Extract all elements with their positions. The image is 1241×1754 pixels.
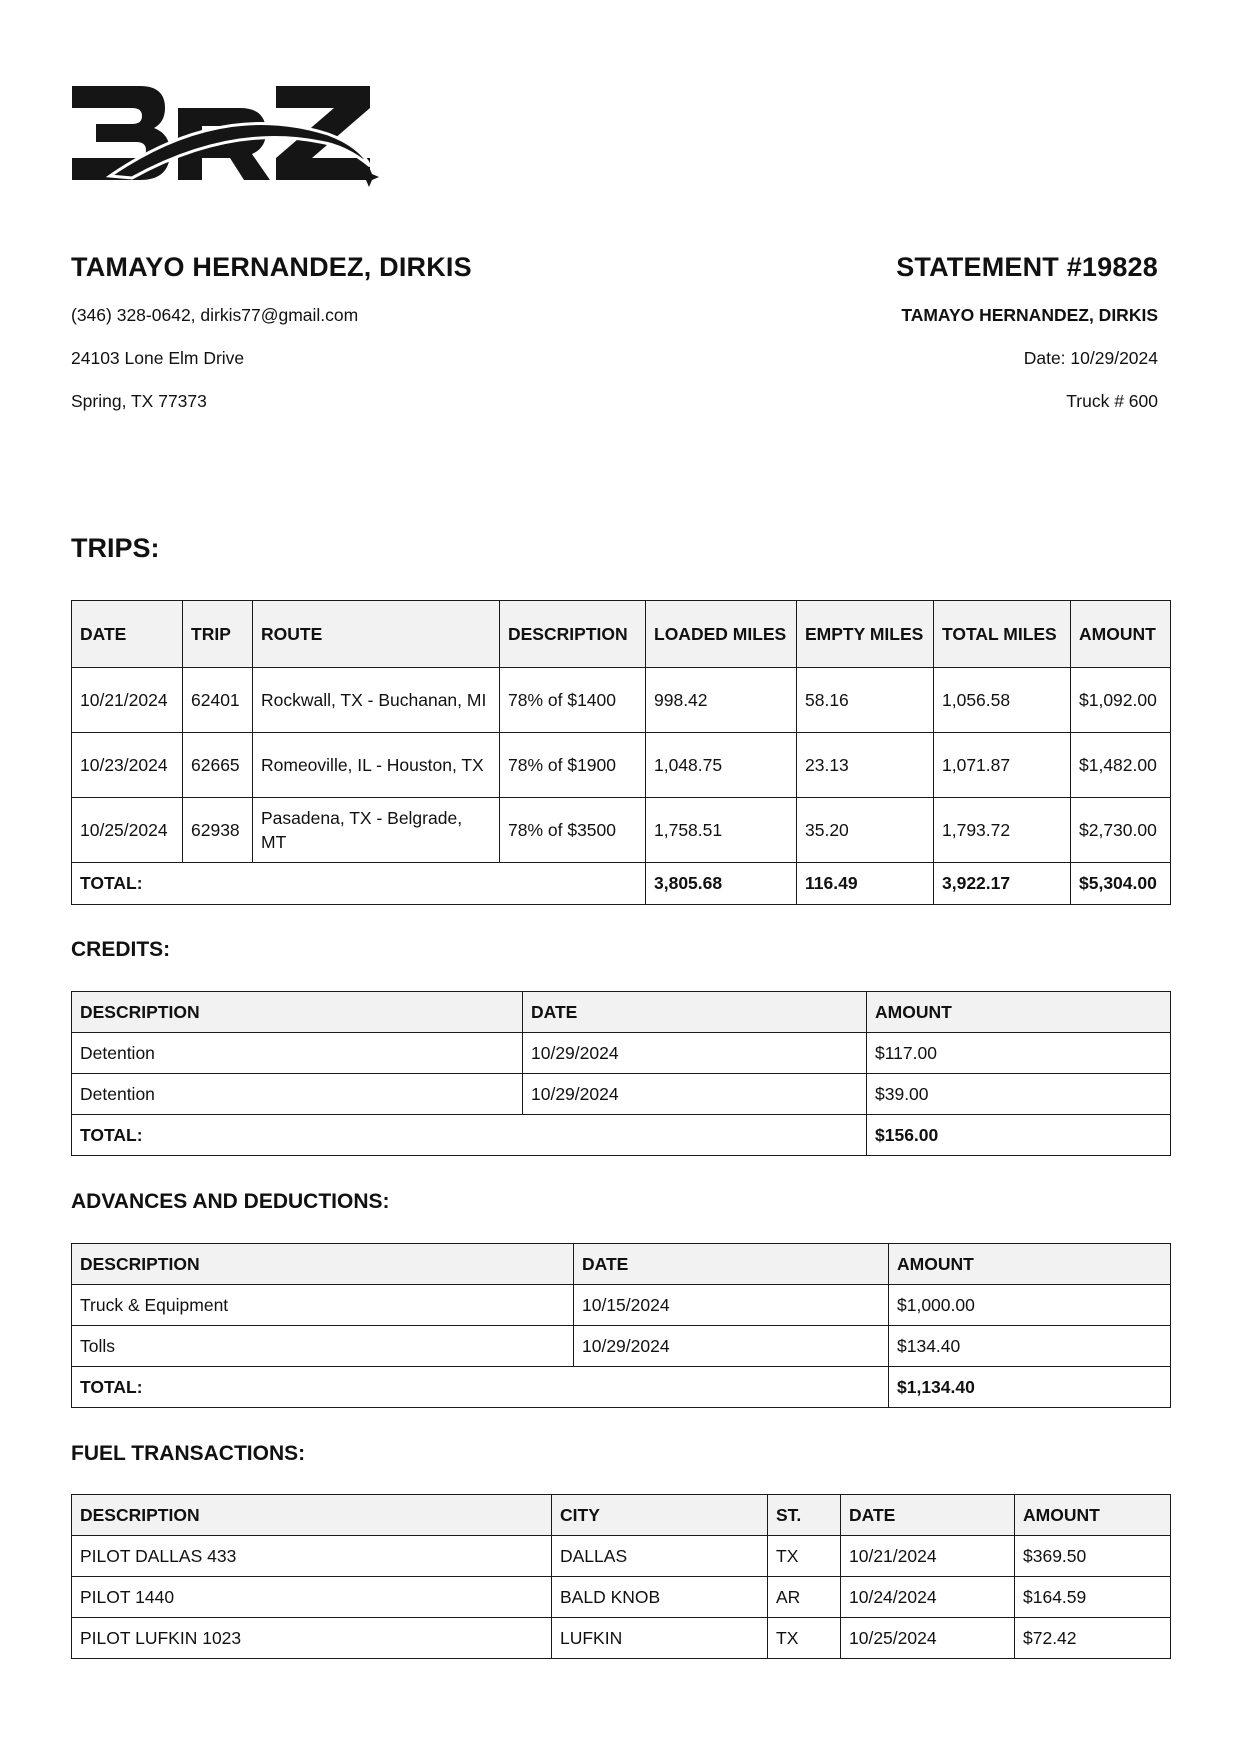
trip-description: 78% of $3500 [500,798,646,863]
deduction-date: 10/15/2024 [574,1285,889,1326]
table-row [72,1285,1171,1326]
trip-date: 10/23/2024 [72,733,183,798]
fuel-header-row [72,1495,1171,1536]
table-row [72,1326,1171,1367]
column-header: TRIP [183,601,253,668]
fuel-state: AR [768,1577,841,1618]
deduction-amount: $134.40 [889,1326,1171,1367]
trips-total-row [72,863,1171,905]
trip-description: 78% of $1900 [500,733,646,798]
column-header: TOTAL MILES [934,601,1071,668]
driver-address-line1: 24103 Lone Elm Drive [71,348,245,368]
trip-date: 10/25/2024 [72,798,183,863]
trip-number: 62938 [183,798,253,863]
credits-title: CREDITS: [71,938,171,961]
driver-contact: (346) 328-0642, dirkis77@gmail.com [71,305,359,325]
fuel-city: DALLAS [552,1536,768,1577]
trips-table [71,600,1171,905]
truck-number: Truck # 600 [1066,391,1158,411]
trip-total-miles: 1,071.87 [934,733,1071,798]
column-header: DATE [841,1495,1015,1536]
column-header: ST. [768,1495,841,1536]
trip-total-miles: 1,793.72 [934,798,1071,863]
column-header: DATE [574,1244,889,1285]
statement-date: Date: 10/29/2024 [1023,348,1158,368]
statement-title: STATEMENT #19828 [896,252,1158,282]
column-header: DATE [72,601,183,668]
fuel-date: 10/25/2024 [841,1618,1015,1659]
deduction-description: Truck & Equipment [72,1285,574,1326]
column-header: DESCRIPTION [72,992,523,1033]
trip-loaded-miles: 998.42 [646,668,797,733]
total-amount: $5,304.00 [1071,863,1171,905]
advances-title: ADVANCES AND DEDUCTIONS: [71,1190,390,1213]
driver-address-line2: Spring, TX 77373 [71,391,207,411]
deduction-date: 10/29/2024 [574,1326,889,1367]
fuel-state: TX [768,1618,841,1659]
credits-table [71,991,1171,1156]
trips-header-row [72,601,1171,668]
trip-loaded-miles: 1,048.75 [646,733,797,798]
trip-amount: $1,092.00 [1071,668,1171,733]
column-header: EMPTY MILES [797,601,934,668]
trip-date: 10/21/2024 [72,668,183,733]
trip-amount: $1,482.00 [1071,733,1171,798]
credit-description: Detention [72,1074,523,1115]
table-row [72,733,1171,798]
column-header: DATE [523,992,867,1033]
table-row [72,668,1171,733]
fuel-date: 10/21/2024 [841,1536,1015,1577]
trips-title: TRIPS: [71,533,160,563]
trip-description: 78% of $1400 [500,668,646,733]
total-amount: $1,134.40 [889,1367,1171,1408]
trip-total-miles: 1,056.58 [934,668,1071,733]
column-header: AMOUNT [1015,1495,1171,1536]
fuel-amount: $164.59 [1015,1577,1171,1618]
total-label: TOTAL: [72,863,646,905]
credit-amount: $39.00 [867,1074,1171,1115]
table-row [72,1577,1171,1618]
trip-route: Pasadena, TX - Belgrade, MT [253,798,500,863]
advances-header-row [72,1244,1171,1285]
column-header: AMOUNT [867,992,1171,1033]
fuel-title: FUEL TRANSACTIONS: [71,1442,306,1465]
trip-route: Romeoville, IL - Houston, TX [253,733,500,798]
fuel-city: LUFKIN [552,1618,768,1659]
column-header: DESCRIPTION [72,1495,552,1536]
credits-total-row [72,1115,1171,1156]
fuel-amount: $72.42 [1015,1618,1171,1659]
fuel-state: TX [768,1536,841,1577]
credit-amount: $117.00 [867,1033,1171,1074]
column-header: DESCRIPTION [500,601,646,668]
trip-route: Rockwall, TX - Buchanan, MI [253,668,500,733]
credit-date: 10/29/2024 [523,1074,867,1115]
table-row [72,1618,1171,1659]
fuel-description: PILOT DALLAS 433 [72,1536,552,1577]
table-row [72,1033,1171,1074]
fuel-amount: $369.50 [1015,1536,1171,1577]
advances-total-row [72,1367,1171,1408]
statement-info [598,252,1158,434]
fuel-city: BALD KNOB [552,1577,768,1618]
column-header: ROUTE [253,601,500,668]
fuel-description: PILOT LUFKIN 1023 [72,1618,552,1659]
total-label: TOTAL: [72,1115,867,1156]
total-loaded-miles: 3,805.68 [646,863,797,905]
trip-empty-miles: 23.13 [797,733,934,798]
trip-number: 62401 [183,668,253,733]
trip-amount: $2,730.00 [1071,798,1171,863]
driver-name: TAMAYO HERNANDEZ, DIRKIS [71,252,472,282]
credit-description: Detention [72,1033,523,1074]
table-row [72,1536,1171,1577]
fuel-description: PILOT 1440 [72,1577,552,1618]
total-empty-miles: 116.49 [797,863,934,905]
total-miles: 3,922.17 [934,863,1071,905]
fuel-table [71,1494,1171,1659]
statement-driver-name: TAMAYO HERNANDEZ, DIRKIS [901,305,1158,325]
fuel-date: 10/24/2024 [841,1577,1015,1618]
trip-loaded-miles: 1,758.51 [646,798,797,863]
deduction-description: Tolls [72,1326,574,1367]
trip-empty-miles: 35.20 [797,798,934,863]
column-header: CITY [552,1495,768,1536]
total-amount: $156.00 [867,1115,1171,1156]
column-header: DESCRIPTION [72,1244,574,1285]
deduction-amount: $1,000.00 [889,1285,1171,1326]
column-header: AMOUNT [1071,601,1171,668]
driver-info [71,252,631,434]
credits-header-row [72,992,1171,1033]
trip-empty-miles: 58.16 [797,668,934,733]
table-row [72,798,1171,863]
advances-table [71,1243,1171,1408]
credit-date: 10/29/2024 [523,1033,867,1074]
table-row [72,1074,1171,1115]
column-header: AMOUNT [889,1244,1171,1285]
total-label: TOTAL: [72,1367,889,1408]
brz-logo-icon [70,80,380,190]
column-header: LOADED MILES [646,601,797,668]
trip-number: 62665 [183,733,253,798]
